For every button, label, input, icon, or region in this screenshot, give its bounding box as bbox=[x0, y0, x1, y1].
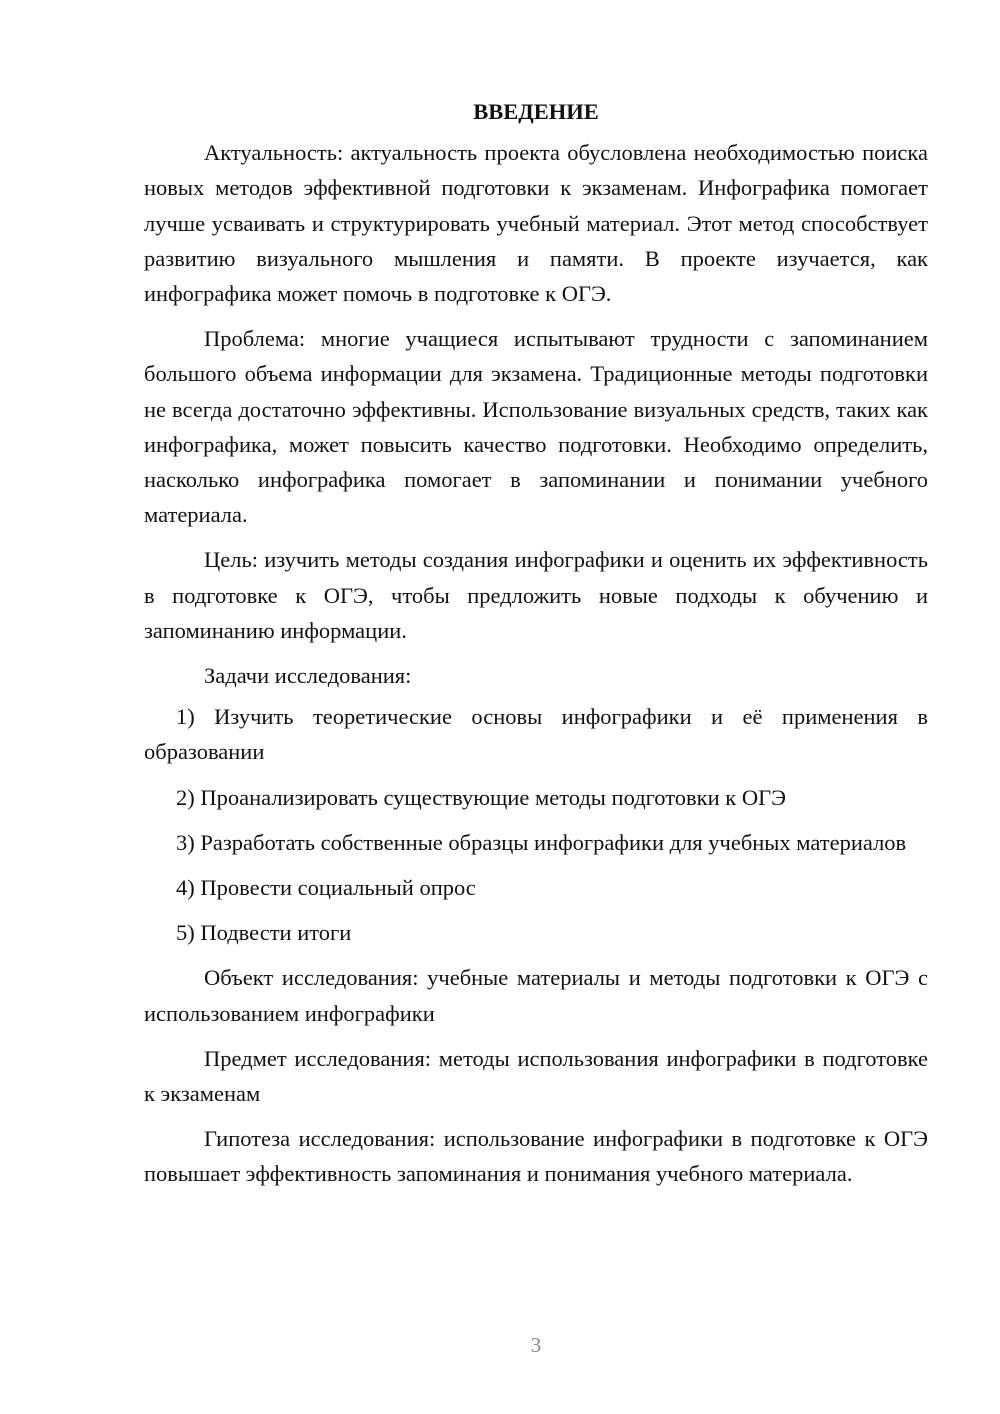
subject-paragraph: Предмет исследования: методы использования инфографики в подготовке к экзаменам bbox=[144, 1045, 928, 1107]
task-item: 3) Разработать собственные образцы инфографики для учебных материалов bbox=[176, 829, 907, 855]
task-item: 1) Изучить теоретические основы инфографики и её применения в образовании bbox=[144, 704, 928, 765]
hypothesis-paragraph: Гипотеза исследования: использование инфографики в подготовке к ОГЭ повышает эффективность запоминания и понимания учебного материала. bbox=[144, 1126, 928, 1187]
goal-paragraph: Цель: изучить методы создания инфографики и оценить их эффективность в подготовке к ОГЭ, чтобы предложить новые подходы к обучению и запоминанию информации. bbox=[144, 547, 928, 643]
page-body bbox=[144, 94, 928, 1202]
tasks-list bbox=[144, 699, 928, 950]
page-number: 3 bbox=[530, 1333, 542, 1357]
task-item: 4) Провести социальный опрос bbox=[176, 875, 476, 901]
task-item: 5) Подвести итоги bbox=[176, 920, 352, 946]
page-title: ВВЕДЕНИЕ bbox=[473, 99, 599, 124]
relevance-paragraph: Актуальность: актуальность проекта обусловлена необходимостью поиска новых методов эффективной подготовки к экзаменам. Инфографика помогает лучше усваивать и структурировать учебный материал. Этот метод способствует развитию визуального мышления и памяти. В проекте изучается, как инфографика может помочь в подготовке к ОГЭ. bbox=[144, 140, 928, 307]
object-paragraph: Объект исследования: учебные материалы и методы подготовки к ОГЭ с использованием инфографики bbox=[144, 965, 928, 1026]
problem-paragraph: Проблема: многие учащиеся испытывают трудности с запоминанием большого объема информации для экзамена. Традиционные методы подготовки не всегда достаточно эффективны. Использование визуальных средств, таких как инфографика, может повысить качество подготовки. Необходимо определить, насколько инфографика помогает в запоминании и понимании учебного материала. bbox=[144, 326, 928, 528]
task-item: 2) Проанализировать существующие методы подготовки к ОГЭ bbox=[176, 784, 786, 810]
tasks-heading: Задачи исследования: bbox=[204, 663, 412, 689]
